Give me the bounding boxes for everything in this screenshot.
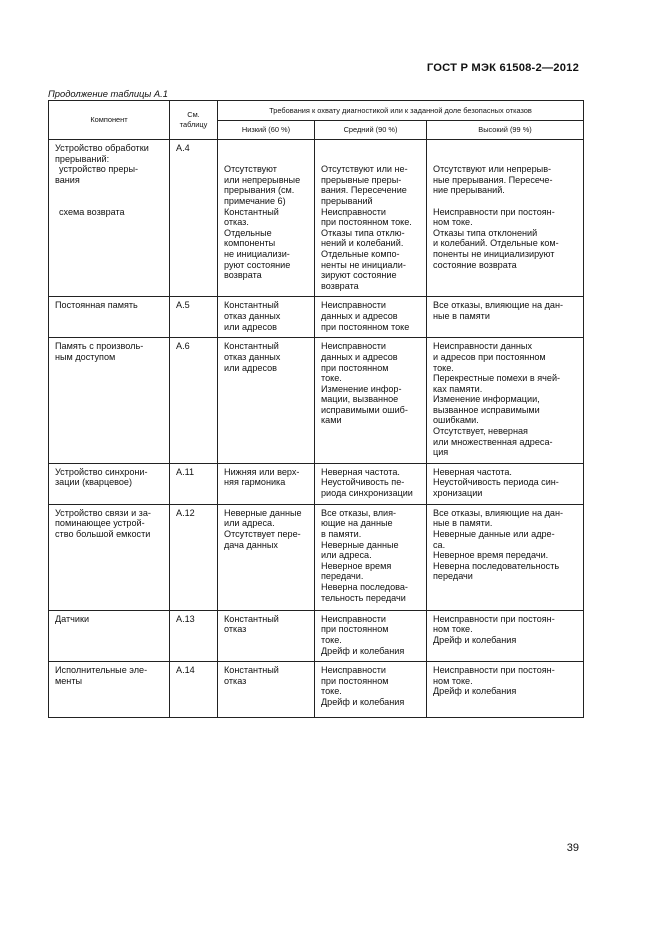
cell-line: хронизации (433, 488, 483, 499)
header-component: Компонент (49, 101, 170, 140)
cell-line: устройство преры- (59, 164, 139, 175)
cell-line: Отказы типа отклю- (321, 227, 405, 238)
cell-line: отказ данных (224, 310, 281, 321)
cell-line: Неисправности при постоян- (433, 206, 555, 217)
cell-line: Неверные данные (224, 507, 302, 518)
medium-coverage-cell (315, 140, 427, 297)
cell-line: ные прерывания. Пересече- (433, 174, 553, 185)
cell-line: Неверная частота. (321, 466, 400, 477)
cell-line (321, 154, 422, 165)
cell-line: токе. (321, 373, 342, 384)
cell-line: схема возврата (59, 206, 125, 217)
cell-line: данных и адресов (321, 310, 398, 321)
cell-line: Все отказы, влияющие на дан- (433, 300, 564, 311)
cell-line: Константный (224, 341, 279, 352)
cell-line: возврата (321, 280, 359, 291)
cell-line: или адреса. (321, 550, 372, 561)
cell-line: Неисправности (321, 300, 386, 311)
requirements-table (48, 100, 584, 718)
cell-line: компоненты (224, 238, 276, 249)
cell-line: при постоянном (321, 675, 389, 686)
cell-line: при постоянном (321, 362, 389, 373)
low-coverage-cell (218, 610, 315, 661)
low-coverage-cell (218, 463, 315, 504)
table-caption: Продолжение таблицы А.1 (48, 88, 168, 99)
cell-line: поминающее устрой- (55, 518, 145, 529)
cell-line: Неверная частота. (433, 466, 512, 477)
medium-coverage-cell (315, 504, 427, 610)
cell-line: при постоянном (321, 624, 389, 635)
header-see-table (170, 101, 218, 140)
cell-line: Константный (224, 613, 279, 624)
cell-line: исправимыми ошиб- (321, 404, 408, 415)
cell-line: ство большой емкости (55, 529, 151, 540)
cell-line: и адресов при постоянном (433, 351, 546, 362)
cell-line: отказ данных (224, 351, 281, 362)
high-coverage-cell (427, 297, 584, 338)
cell-line: зируют состояние (321, 270, 397, 281)
component-cell (49, 140, 170, 297)
cell-line: менты (55, 675, 83, 686)
cell-line: возврата (224, 270, 262, 281)
table-row (49, 140, 584, 297)
reference-cell: А.5 (170, 297, 218, 338)
medium-coverage-cell (315, 662, 427, 718)
medium-coverage-cell (315, 463, 427, 504)
cell-line: или непрерывные (224, 174, 301, 185)
cell-line: мации, вызванное (321, 394, 399, 405)
cell-line: токе. (321, 686, 342, 697)
cell-line: состояние возврата (433, 259, 517, 270)
cell-line: Неисправности (321, 206, 386, 217)
cell-line (433, 143, 579, 154)
component-cell (49, 662, 170, 718)
cell-line: ном токе. (433, 217, 473, 228)
cell-line: при постоянном токе. (321, 217, 412, 228)
cell-line: ненты не инициали- (321, 259, 406, 270)
cell-line: Константный (224, 665, 279, 676)
cell-line: ция (433, 447, 449, 458)
cell-line: Отсутствует пере- (224, 529, 301, 540)
cell-line: Отдельные компо- (321, 248, 400, 259)
table-row (49, 463, 584, 504)
cell-line: отказ (224, 675, 247, 686)
header-see-table-line: таблицу (179, 120, 208, 129)
cell-line: ные в памяти. (433, 518, 493, 529)
cell-line: прерываний: (55, 153, 110, 164)
cell-line: Устройство обработки (55, 143, 149, 153)
cell-line: Дрейф и колебания (321, 645, 405, 656)
high-coverage-cell (427, 140, 584, 297)
cell-line: ошибками. (433, 415, 479, 426)
cell-line: Отказы типа отклонений (433, 227, 538, 238)
header-requirements: Требования к охвату диагностикой или к заданной доле безопасных отказов (218, 101, 584, 121)
cell-line: Неисправности (321, 665, 386, 676)
cell-line: Память с произволь- (55, 341, 144, 352)
component-cell (49, 504, 170, 610)
cell-line: Неисправности данных (433, 341, 533, 352)
table-body (49, 140, 584, 718)
cell-line: отказ. (224, 217, 249, 228)
cell-line: и колебаний. Отдельные ком- (433, 238, 559, 249)
cell-line: ние прерываний. (433, 185, 505, 196)
table-row (49, 662, 584, 718)
header-high: Высокий (99 %) (427, 121, 584, 140)
page-number: 39 (566, 842, 579, 854)
cell-line: Дрейф и колебания (433, 686, 517, 697)
cell-line: прерываний (321, 195, 373, 206)
low-coverage-cell (218, 338, 315, 464)
reference-cell: А.4 (170, 140, 218, 297)
component-cell (49, 338, 170, 464)
table-row (49, 338, 584, 464)
cell-line: ном токе. (433, 624, 473, 635)
cell-line: поненты не инициализируют (433, 248, 555, 259)
cell-line: или адресов (224, 362, 278, 373)
cell-line: Отсутствуют (224, 164, 277, 175)
cell-line: Отдельные (224, 227, 272, 238)
cell-line: Все отказы, влия- (321, 507, 397, 518)
high-coverage-cell (427, 504, 584, 610)
cell-line: данных и адресов (321, 351, 398, 362)
cell-line: Постоянная память (55, 300, 138, 311)
cell-line: Нижняя или верх- (224, 466, 300, 477)
cell-line: руют состояние (224, 259, 291, 270)
cell-line: Отсутствует, неверная (433, 426, 528, 437)
cell-line: не инициализи- (224, 248, 290, 259)
reference-cell: А.12 (170, 504, 218, 610)
cell-line: токе. (321, 635, 342, 646)
cell-line: Неверные данные (321, 539, 399, 550)
cell-line: Неверна последова- (321, 582, 408, 592)
header-low: Низкий (60 %) (218, 121, 315, 140)
cell-line: в памяти. (321, 529, 362, 540)
cell-line (433, 154, 579, 165)
high-coverage-cell (427, 338, 584, 464)
cell-line: Изменение инфор- (321, 383, 402, 394)
high-coverage-cell (427, 610, 584, 661)
cell-line: Неисправности при постоян- (433, 613, 555, 624)
cell-line: Неверна последовательность (433, 560, 560, 571)
cell-line: риода синхронизации (321, 488, 413, 499)
cell-line: Отсутствуют или непрерыв- (433, 164, 552, 175)
cell-line: примечание 6) (224, 195, 286, 206)
header-see-table-line: См. (187, 110, 200, 119)
medium-coverage-cell (315, 338, 427, 464)
medium-coverage-cell (315, 610, 427, 661)
medium-coverage-cell (315, 297, 427, 338)
cell-line: Неисправности при постоян- (433, 665, 555, 676)
low-coverage-cell (218, 504, 315, 610)
cell-line: Неверные данные или адре- (433, 529, 555, 540)
cell-line: или адреса. (224, 518, 275, 529)
cell-line: нений и колебаний. (321, 238, 404, 249)
reference-cell: А.6 (170, 338, 218, 464)
cell-line: Устройство синхрони- (55, 466, 148, 477)
component-cell (49, 610, 170, 661)
table-row (49, 504, 584, 610)
cell-line: отказ (224, 624, 247, 635)
cell-line: Датчики (55, 613, 90, 624)
cell-line: ном токе. (433, 675, 473, 686)
cell-line: передачи. (321, 571, 364, 582)
component-cell (49, 463, 170, 504)
cell-line: Неисправности (321, 341, 386, 352)
cell-line: передачи (433, 571, 473, 582)
low-coverage-cell (218, 140, 315, 297)
cell-line: или множественная адреса- (433, 436, 553, 447)
cell-line: Неверное время передачи. (433, 550, 549, 561)
cell-line: вызванное исправимыми (433, 404, 540, 415)
header-medium: Средний (90 %) (315, 121, 427, 140)
cell-line (433, 196, 579, 207)
reference-cell: А.14 (170, 662, 218, 718)
component-cell (49, 297, 170, 338)
cell-line (55, 185, 165, 196)
cell-line: или адресов (224, 321, 278, 332)
cell-line: Изменение информации, (433, 394, 540, 405)
cell-line: Неустойчивость пе- (321, 477, 405, 488)
table-row (49, 297, 584, 338)
cell-line: ках памяти. (433, 383, 483, 394)
cell-line: Неверное время (321, 560, 392, 571)
cell-line: Устройство связи и за- (55, 507, 151, 518)
standard-header: ГОСТ Р МЭК 61508-2—2012 (426, 62, 579, 74)
cell-line: вания. Пересечение (321, 185, 407, 196)
cell-line: ками (321, 415, 342, 426)
cell-line (224, 154, 310, 165)
cell-line: ющие на данные (321, 518, 393, 529)
cell-line (321, 143, 422, 154)
cell-line: са. (433, 539, 446, 550)
cell-line: токе. (433, 362, 454, 373)
cell-line: Дрейф и колебания (433, 635, 517, 646)
cell-line: Константный (224, 300, 279, 311)
cell-line: Исполнительные эле- (55, 665, 148, 676)
cell-line: ные в памяти (433, 310, 490, 321)
reference-cell: А.11 (170, 463, 218, 504)
cell-line: прерывания (см. (224, 185, 295, 196)
cell-line: Перекрестные помехи в ячей- (433, 373, 561, 384)
cell-line: Дрейф и колебания (321, 697, 405, 707)
high-coverage-cell (427, 463, 584, 504)
cell-line: няя гармоника (224, 477, 286, 488)
cell-line: тельность передачи (321, 592, 406, 603)
cell-line: дача данных (224, 539, 278, 550)
cell-line: Все отказы, влияющие на дан- (433, 507, 564, 518)
low-coverage-cell (218, 297, 315, 338)
cell-line (224, 143, 310, 154)
cell-line: ным доступом (55, 351, 116, 362)
cell-line (55, 196, 165, 207)
low-coverage-cell (218, 662, 315, 718)
cell-line: Отсутствуют или не- (321, 164, 408, 175)
cell-line: Константный (224, 206, 279, 217)
high-coverage-cell (427, 662, 584, 718)
cell-line: при постоянном токе (321, 321, 410, 332)
cell-line: прерывные преры- (321, 174, 402, 185)
cell-line: зации (кварцевое) (55, 477, 133, 488)
cell-line: Неустойчивость периода син- (433, 477, 559, 488)
cell-line: Неисправности (321, 613, 386, 624)
table-row (49, 610, 584, 661)
cell-line: вания (55, 174, 80, 185)
reference-cell: А.13 (170, 610, 218, 661)
